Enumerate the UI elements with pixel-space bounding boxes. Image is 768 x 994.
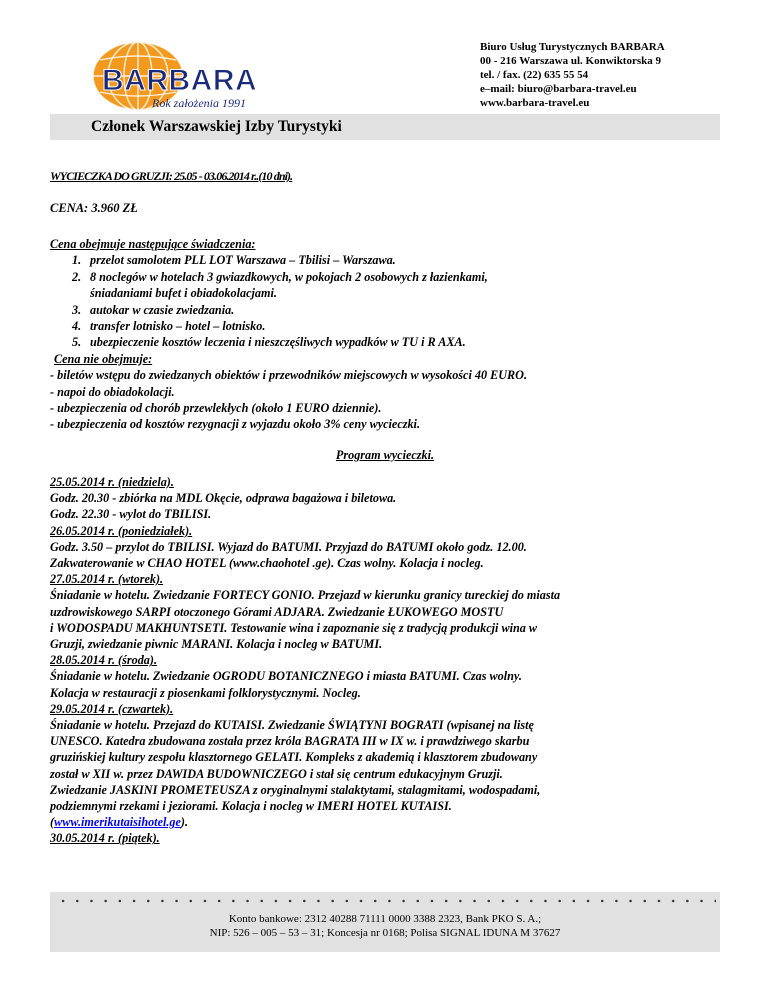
excludes-item: - ubezpieczenia od kosztów rezygnacji z wyjazdu około 3% ceny wycieczki. <box>50 417 420 432</box>
logo-brand-text: BARBARA <box>102 64 258 97</box>
program-list <box>50 474 560 847</box>
program-text-line: został w XII w. przez DAWIDA BUDOWNICZEGO i stał się centrum edukacyjnym Gruzji. <box>50 766 503 781</box>
program-text-line: UNESCO. Katedra zbudowana została przez króla BAGRATA III w IX w. i prawdziwego skarbu <box>50 734 530 749</box>
program-text-line: Godz. 20.30 - zbiórka na MDL Okęcie, odprawa bagażowa i biletowa. <box>50 491 397 506</box>
includes-item-continuation: śniadaniami bufet i obiadokolacjami. <box>90 286 277 301</box>
trip-title: WYCIECZKA DO GRUZJI: 25.05 - 03.06.2014 r..(10 dni). <box>50 169 293 183</box>
excludes-item: - biletów wstępu do zwiedzanych obiektów i przewodników miejscowych w wysokości 40 EURO. <box>50 368 528 383</box>
item-text: przelot samolotem PLL LOT Warszawa – Tbilisi – Warszawa. <box>90 253 396 268</box>
footer-text <box>50 912 720 940</box>
excludes-item: - napoi do obiadokolacji. <box>50 384 175 399</box>
program-day-date: 29.05.2014 r. (czwartek). <box>50 701 174 716</box>
agency-contact <box>480 40 665 110</box>
program-text-line: uzdrowiskowego SARPI otoczonego Górami ADJARA. Zwiedzanie ŁUKOWEGO MOSTU <box>50 604 504 619</box>
program-text-line: Godz. 3.50 – przylot do TBILISI. Wyjazd do BATUMI. Przyjazd do BATUMI około godz. 12.00. <box>50 539 527 554</box>
program-day-date: 26.05.2014 r. (poniedziałek). <box>50 523 193 538</box>
item-number: 4. <box>72 319 82 334</box>
dotted-divider <box>56 896 716 906</box>
bank-account: Konto bankowe: 2312 40288 71111 0000 3388 2323, Bank PKO S. A.; <box>228 913 542 925</box>
logo-subtitle-text: Rok założenia 1991 <box>152 96 246 110</box>
includes-item <box>50 252 527 268</box>
item-text: ubezpieczenie kosztów leczenia i nieszczęśliwych wypadków w TU i R AXA. <box>90 335 466 350</box>
includes-item <box>50 302 527 318</box>
program-hotel-link-line[interactable] <box>50 814 560 830</box>
item-text: 8 noclegów w hotelach 3 gwiazdkowych, w pokojach 2 osobowych z łazienkami, <box>90 269 488 284</box>
program-day-date: 25.05.2014 r. (niedziela). <box>50 475 174 489</box>
barbara-logo <box>86 34 286 112</box>
item-text: transfer lotnisko – hotel – lotnisko. <box>90 319 266 334</box>
program-text-line: Zwiedzanie JASKINI PROMETEUSZA z oryginalnymi stalaktytami, stalagmitami, wodospadami, <box>50 782 541 797</box>
agency-address: 00 - 216 Warszawa ul. Konwiktorska 9 <box>480 55 662 67</box>
includes-item <box>50 318 527 334</box>
program-text-line: i WODOSPADU MAKHUNTSETI. Testowanie wina i zapoznanie się z tradycją produkcji wina w <box>50 620 538 635</box>
program-text-line: gruzińskiej kultury zespołu klasztornego GELATI. Kompleks z akademią i klasztorem zbudowany <box>50 750 538 765</box>
excludes-item: - ubezpieczenia od chorób przewlekłych (około 1 EURO dziennie). <box>50 401 382 416</box>
company-registration: NIP: 526 – 005 – 53 – 31; Koncesja nr 0168; Polisa SIGNAL IDUNA M 37627 <box>209 927 561 939</box>
item-number: 2. <box>72 269 82 284</box>
document-body <box>50 168 730 846</box>
hotel-website-link[interactable]: www.imerikutaisihotel.ge <box>54 815 181 830</box>
program-text-line: Gruzji, zwiedzanie piwnic MARANI. Kolacja i nocleg w BATUMI. <box>50 637 383 652</box>
program-day-date: 27.05.2014 r. (wtorek). <box>50 572 164 587</box>
member-text: Członek Warszawskiej Izby Turystyki <box>91 118 342 135</box>
program-text-line: Śniadanie w hotelu. Przejazd do KUTAISI. Zwiedzanie ŚWIĄTYNI BOGRATI (wpisanej na listę <box>50 718 534 733</box>
agency-phone: tel. / fax. (22) 635 55 54 <box>480 69 589 81</box>
program-title: Program wycieczki. <box>335 448 435 462</box>
item-number: 1. <box>72 253 82 268</box>
globe-logo-icon <box>86 34 286 112</box>
program-text-line: Godz. 22.30 - wylot do TBILISI. <box>50 507 212 522</box>
includes-heading: Cena obejmuje następujące świadczenia: <box>50 237 256 251</box>
program-text-line: podziemnymi rzekami i jeziorami. Kolacja i nocleg w IMERI HOTEL KUTAISI. <box>50 799 452 814</box>
member-banner <box>50 114 720 140</box>
program-day-date: 28.05.2014 r. (środa). <box>50 653 157 668</box>
includes-item <box>50 334 527 350</box>
item-text: autokar w czasie zwiedzania. <box>90 302 235 317</box>
program-day-date: 30.05.2014 r. (piątek). <box>50 831 160 846</box>
item-number: 5. <box>72 335 82 350</box>
program-text-line: Śniadanie w hotelu. Zwiedzanie FORTECY GONIO. Przejazd w kierunku granicy tureckiej do miasta <box>50 588 561 603</box>
footer <box>50 892 720 952</box>
agency-email[interactable]: e–mail: biuro@barbara-travel.eu <box>480 83 637 95</box>
agency-website[interactable]: www.barbara-travel.eu <box>480 97 590 109</box>
excludes-heading: Cena nie obejmuje: <box>54 351 153 366</box>
price-details <box>50 236 527 433</box>
program-text-line: Kolacja w restauracji z piosenkami folklorystycznymi. Nocleg. <box>50 685 361 700</box>
includes-item <box>50 269 527 285</box>
program-text-line: Zakwaterowanie w CHAO HOTEL (www.chaohotel .ge). Czas wolny. Kolacja i nocleg. <box>50 556 484 571</box>
program-text-line: Śniadanie w hotelu. Zwiedzanie OGRODU BOTANICZNEGO i miasta BATUMI. Czas wolny. <box>50 669 522 684</box>
link-prefix: ( <box>50 815 55 830</box>
trip-price: CENA: 3.960 ZŁ <box>50 201 138 215</box>
item-number: 3. <box>72 302 82 317</box>
link-suffix: ). <box>180 815 189 830</box>
agency-name: Biuro Usług Turystycznych BARBARA <box>480 41 665 53</box>
